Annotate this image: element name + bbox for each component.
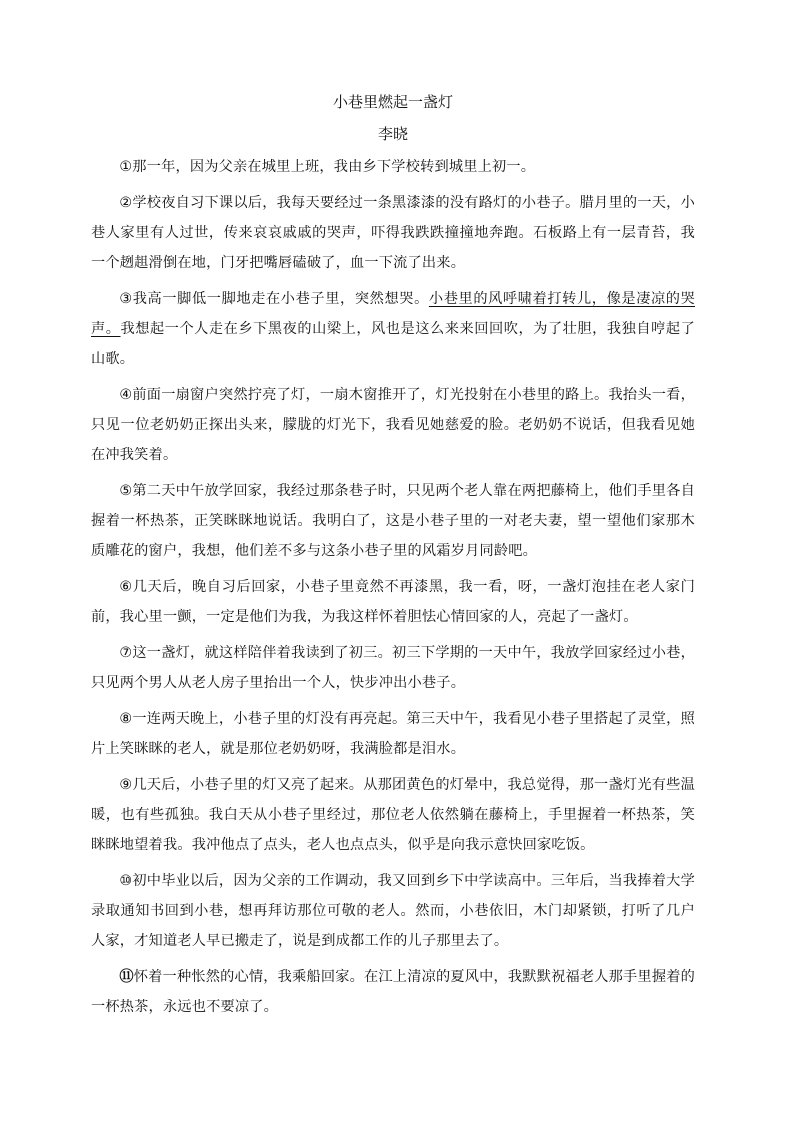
article-title: 小巷里燃起一盏灯 (332, 93, 453, 111)
paragraph-11-text: 怀着一种怅然的心情，我乘船回家。在江上清凉的夏风中，我默默祝福老人那手里握着的一杯热茶，永远也不要凉了。 (91, 969, 695, 1015)
paragraph-6: ⑥几天后，晚自习后回家，小巷子里竟然不再漆黑，我一看，呀，一盏灯泡挂在老人家门前，我心里一颤，一定是他们为我，为我这样怀着胆怯心情回家的人，亮起了一盏灯。 (91, 579, 695, 625)
paragraph-2: ②学校夜自习下课以后，我每天要经过一条黑漆漆的没有路灯的小巷子。腊月里的一天，小巷人家里有人过世，传来哀哀戚戚的哭声，吓得我跌跌撞撞地奔跑。石板路上有一层青苔，我一个趔趄滑倒在地，门牙把嘴唇磕破了，血一下流了出来。 (91, 195, 695, 271)
paragraph-8: ⑧一连两天晚上，小巷子里的灯没有再亮起。第三天中午，我看见小巷子里搭起了灵堂，照片上笑眯眯的老人，就是那位老奶奶呀，我满脸都是泪水。 (91, 711, 695, 757)
paragraph-11 (91, 962, 695, 1022)
paragraph-10: ⑩初中毕业以后，因为父亲的工作调动，我又回到乡下中学读高中。三年后，当我捧着大学录取通知书回到小巷，想再拜访那位可敬的老人。然而，小巷依旧，木门却紧锁，打听了几户人家，才知道老人早已搬走了，说是到成都工作的儿子那里去了。 (91, 873, 695, 949)
paragraph-3 (91, 284, 695, 374)
paragraph-11-marker: ⑪ (119, 969, 134, 985)
paragraph-5: ⑤第二天中午放学回家，我经过那条巷子时，只见两个老人靠在两把藤椅上，他们手里各自握着一杯热茶，正笑眯眯地说话。我明白了，这是小巷子里的一对老夫妻，望一望他们家那木质雕花的窗户，我想，他们差不多与这条小巷子里的风霜岁月同龄吧。 (91, 483, 695, 559)
paragraph-7: ⑦这一盏灯，就这样陪伴着我读到了初三。初三下学期的一天中午，我放学回家经过小巷，只见两个男人从老人房子里抬出一个人，快步冲出小巷子。 (91, 645, 695, 691)
document-page (91, 88, 695, 1028)
paragraph-1: ①那一年，因为父亲在城里上班，我由乡下学校转到城里上初一。 (119, 159, 536, 175)
paragraph-9: ⑨几天后，小巷子里的灯又亮了起来。从那团黄色的灯晕中，我总觉得，那一盏灯光有些温暖，也有些孤独。我白天从小巷子里经过，那位老人依然躺在藤椅上，手里握着一杯热茶，笑眯眯地望着我。我冲他点了点头，老人也点点头，似乎是向我示意快回家吃饭。 (91, 777, 695, 853)
paragraph-3-after: 我想起一个人走在乡下黑夜的山梁上，风也是这么来来回回吹，为了壮胆，我独自哼起了山歌。 (91, 321, 695, 367)
article-author: 李晓 (377, 125, 408, 143)
underlined-sentence: 小巷里的风呼啸着打转儿，像是凄凉的哭声。 (91, 291, 696, 337)
paragraph-3-before: ③我高一脚低一脚地走在小巷子里，突然想哭。 (119, 291, 429, 307)
paragraph-4: ④前面一扇窗户突然拧亮了灯，一扇木窗推开了，灯光投射在小巷里的路上。我抬头一看，只见一位老奶奶正探出头来，朦胧的灯光下，我看见她慈爱的脸。老奶奶不说话，但我看见她在冲我笑着。 (91, 387, 695, 463)
